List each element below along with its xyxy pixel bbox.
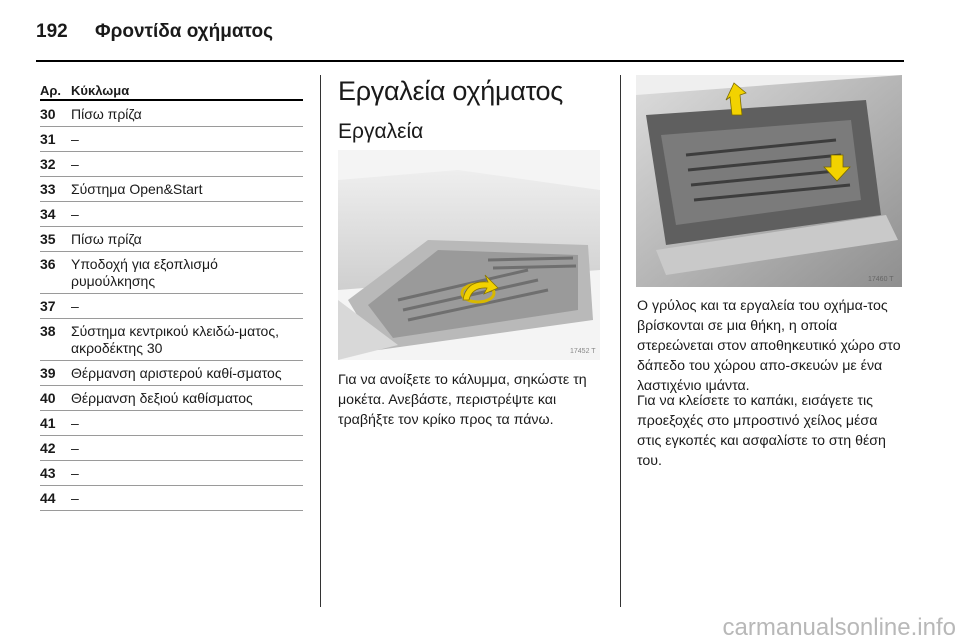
table-row: [40, 386, 303, 411]
circuit-name: –: [71, 415, 79, 431]
fuse-number: 31: [40, 131, 56, 147]
circuit-name: –: [71, 131, 79, 147]
paragraph-open-cover: Για να ανοίξετε το κάλυμμα, σηκώστε τη μοκέτα. Ανεβάστε, περιστρέψτε και τραβήξτε τον κρίκο προς τα πάνω.: [338, 372, 587, 428]
section-heading: Εργαλεία οχήματος: [338, 76, 563, 106]
fuse-number: 41: [40, 415, 56, 431]
circuit-name: Υποδοχή για εξοπλισμό ρυμούλκησης: [71, 256, 218, 289]
circuit-name: Θέρμανση αριστερού καθί-σματος: [71, 365, 282, 381]
table-header: [40, 83, 303, 99]
table-row: [40, 152, 303, 177]
col-circuit-header: Κύκλωμα: [71, 83, 130, 98]
figure1-id: 17452 T: [570, 348, 596, 355]
circuit-name: –: [71, 465, 79, 481]
circuit-name: –: [71, 206, 79, 222]
table-row: [40, 361, 303, 386]
circuit-name: –: [71, 156, 79, 172]
figure2-id: 17460 T: [868, 276, 894, 283]
table-row: [40, 319, 303, 361]
circuit-name: Πίσω πρίζα: [71, 231, 142, 247]
section-subheading: Εργαλεία: [338, 120, 424, 143]
table-row: [40, 177, 303, 202]
circuit-name: Σύστημα Open&Start: [71, 181, 203, 197]
fuse-number: 32: [40, 156, 56, 172]
figure-tool-case: [636, 75, 902, 287]
table-row: [40, 411, 303, 436]
table-row: [40, 294, 303, 319]
circuit-name: –: [71, 298, 79, 314]
column-divider-right: [620, 75, 621, 607]
fuse-number: 42: [40, 440, 56, 456]
table-row: [40, 252, 303, 294]
fuse-number: 39: [40, 365, 56, 381]
circuit-name: Σύστημα κεντρικού κλειδώ-ματος, ακροδέκτης 30: [71, 323, 279, 356]
page-title: Φροντίδα οχήματος: [95, 21, 273, 42]
fuse-number: 36: [40, 256, 56, 272]
fuse-number: 30: [40, 106, 56, 122]
fuse-table: [40, 83, 303, 511]
circuit-name: Πίσω πρίζα: [71, 106, 142, 122]
paragraph-close-lid: Για να κλείσετε το καπάκι, εισάγετε τις προεξοχές στο μπροστινό χείλος μέσα στις εγκοπές και ασφαλίστε το στη θέση του.: [637, 393, 886, 469]
column-divider-left: [320, 75, 321, 607]
table-row: [40, 436, 303, 461]
paragraph-tool-location: Ο γρύλος και τα εργαλεία του οχήμα-τος βρίσκονται σε μια θήκη, η οποία στερεώνεται στον αποθηκευτικό χώρο στο δάπεδο του χώρου απο-σκευών με ένα λαστιχένιο ιμάντα.: [637, 298, 901, 394]
col-num-header: Αρ.: [40, 83, 62, 98]
table-row: [40, 486, 303, 511]
fuse-number: 35: [40, 231, 56, 247]
fuse-number: 40: [40, 390, 56, 406]
top-rule: [36, 60, 904, 62]
table-row: [40, 101, 303, 127]
fuse-number: 38: [40, 323, 56, 339]
fuse-number: 44: [40, 490, 56, 506]
page-number: 192: [36, 21, 68, 42]
table-row: [40, 227, 303, 252]
table-row: [40, 127, 303, 152]
fuse-number: 33: [40, 181, 56, 197]
circuit-name: –: [71, 490, 79, 506]
circuit-name: –: [71, 440, 79, 456]
table-row: [40, 202, 303, 227]
figure-trunk-floor: [338, 150, 600, 360]
watermark: carmanualsonline.info: [722, 614, 956, 641]
fuse-number: 34: [40, 206, 56, 222]
fuse-number: 43: [40, 465, 56, 481]
table-row: [40, 461, 303, 486]
circuit-name: Θέρμανση δεξιού καθίσματος: [71, 390, 253, 406]
fuse-number: 37: [40, 298, 56, 314]
